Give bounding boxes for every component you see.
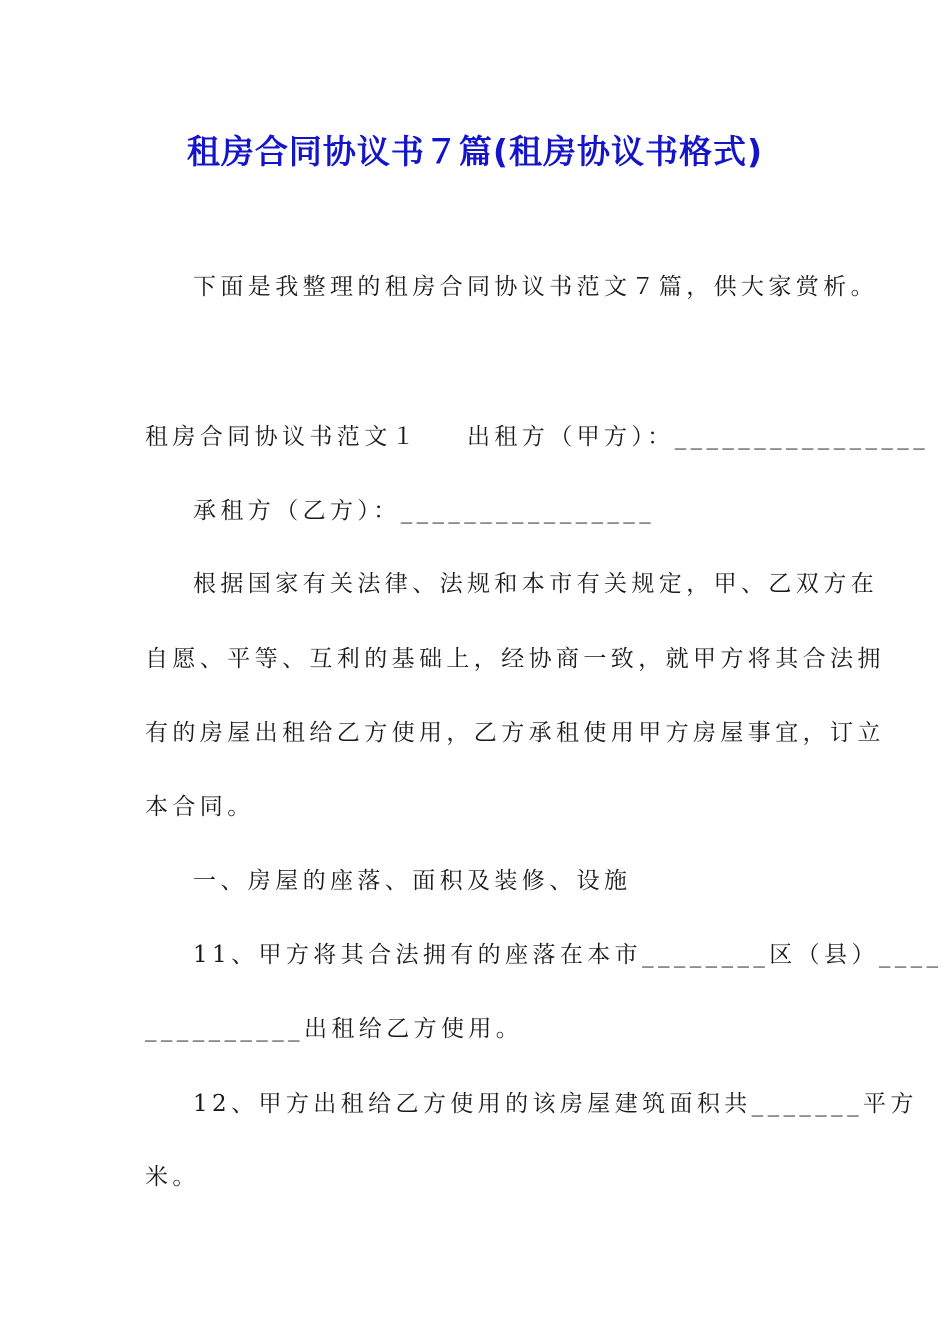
lessee-line: 承租方（乙方）：________________ xyxy=(193,498,656,524)
clause-line: 12、甲方出租给乙方使用的该房屋建筑面积共_______平方 xyxy=(193,1091,918,1117)
lessor-line: 出租方（甲方）：________________ xyxy=(467,424,930,450)
paragraph-line: 自愿、平等、互利的基础上，经协商一致，就甲方将其合法拥 xyxy=(145,646,885,672)
section-heading: 租房合同协议书范文１ xyxy=(145,424,419,450)
paragraph-line: 本合同。 xyxy=(145,794,255,820)
clause-line: __________出租给乙方使用。 xyxy=(145,1016,524,1042)
paragraph-line: 有的房屋出租给乙方使用，乙方承租使用甲方房屋事宜，订立 xyxy=(145,720,885,746)
clause-line: 米。 xyxy=(145,1164,200,1190)
paragraph-line: 根据国家有关法律、法规和本市有关规定，甲、乙双方在 xyxy=(193,571,878,597)
intro-paragraph: 下面是我整理的租房合同协议书范文７篇，供大家赏析。 xyxy=(193,274,878,300)
section-heading-row xyxy=(0,420,950,454)
document-title: 租房合同协议书７篇(租房协议书格式) xyxy=(186,132,764,171)
article-heading: 一、房屋的座落、面积及装修、设施 xyxy=(193,868,632,894)
clause-line: 11、甲方将其合法拥有的座落在本市________区（县）____ xyxy=(193,942,943,968)
